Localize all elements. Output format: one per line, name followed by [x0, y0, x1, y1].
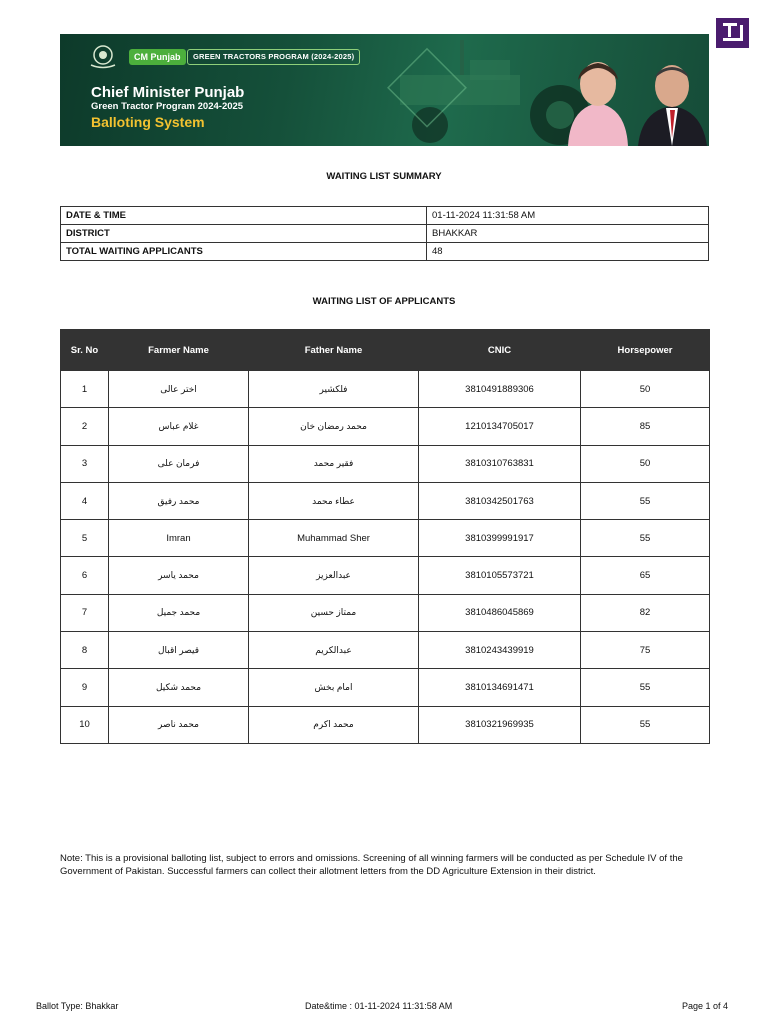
program-badge: GREEN TRACTORS PROGRAM (2024-2025)	[187, 49, 360, 65]
summary-key: TOTAL WAITING APPLICANTS	[61, 243, 427, 261]
table-row	[61, 445, 710, 482]
column-header-sr-no: Sr. No	[61, 330, 109, 371]
summary-row	[61, 243, 709, 261]
table-row	[61, 706, 710, 743]
father-name-cell: عبدالکریم	[249, 632, 419, 669]
column-header-father-name: Father Name	[249, 330, 419, 371]
horsepower-cell: 65	[581, 557, 710, 594]
footer-ballot-type: Ballot Type: Bhakkar	[36, 1001, 119, 1011]
table-row	[61, 557, 710, 594]
father-name-cell: محمد اکرم	[249, 706, 419, 743]
table-row	[61, 594, 710, 631]
portrait-man	[636, 58, 709, 146]
sr-no-cell: 8	[61, 632, 109, 669]
cnic-cell: 3810105573721	[419, 557, 581, 594]
farmer-name-cell: محمد یاسر	[109, 557, 249, 594]
father-name-cell: عطاء محمد	[249, 482, 419, 519]
father-name-cell: امام بخش	[249, 669, 419, 706]
footer-datetime: Date&time : 01-11-2024 11:31:58 AM	[305, 1001, 453, 1011]
cnic-cell: 3810491889306	[419, 371, 581, 408]
cnic-cell: 3810399991917	[419, 520, 581, 557]
banner-subtitle: Green Tractor Program 2024-2025	[91, 101, 244, 112]
cnic-cell: 3810134691471	[419, 669, 581, 706]
summary-value: 48	[427, 243, 709, 261]
table-row	[61, 632, 710, 669]
father-name-cell: فقیر محمد	[249, 445, 419, 482]
sr-no-cell: 1	[61, 371, 109, 408]
header-banner	[60, 34, 709, 146]
banner-title: Chief Minister Punjab	[91, 84, 245, 101]
sr-no-cell: 6	[61, 557, 109, 594]
column-header-cnic: CNIC	[419, 330, 581, 371]
cnic-cell: 3810243439919	[419, 632, 581, 669]
summary-row	[61, 207, 709, 225]
horsepower-cell: 55	[581, 669, 710, 706]
footer-page-number: Page 1 of 4	[682, 1001, 729, 1011]
corner-logo	[716, 18, 749, 48]
farmer-name-cell: غلام عباس	[109, 408, 249, 445]
farmer-name-cell: Imran	[109, 520, 249, 557]
father-name-cell: فلکشیر	[249, 371, 419, 408]
cnic-cell: 3810486045869	[419, 594, 581, 631]
sr-no-cell: 10	[61, 706, 109, 743]
applicants-table	[60, 329, 710, 744]
disclaimer-note: Note: This is a provisional balloting list, subject to errors and omissions. Screening of all winning farmers will be conducted as per Schedule IV of the Government of Pakistan. Successful farmers can collect their allotment letters from the DD Agriculture Extension in their district.	[60, 853, 683, 877]
punjab-emblem-icon	[88, 43, 118, 69]
column-header-horsepower: Horsepower	[581, 330, 710, 371]
horsepower-cell: 50	[581, 445, 710, 482]
portrait-woman	[558, 58, 638, 146]
table-row	[61, 371, 710, 408]
horsepower-cell: 55	[581, 520, 710, 557]
summary-key: DATE & TIME	[61, 207, 427, 225]
sr-no-cell: 5	[61, 520, 109, 557]
table-row	[61, 482, 710, 519]
cnic-cell: 3810321969935	[419, 706, 581, 743]
farmer-name-cell: محمد جمیل	[109, 594, 249, 631]
summary-heading: WAITING LIST SUMMARY	[326, 171, 442, 182]
column-header-farmer-name: Farmer Name	[109, 330, 249, 371]
horsepower-cell: 82	[581, 594, 710, 631]
father-name-cell: ممتاز حسین	[249, 594, 419, 631]
applicants-heading: WAITING LIST OF APPLICANTS	[312, 296, 456, 307]
father-name-cell: عبدالعزیز	[249, 557, 419, 594]
table-row	[61, 408, 710, 445]
horsepower-cell: 55	[581, 482, 710, 519]
sr-no-cell: 7	[61, 594, 109, 631]
farmer-name-cell: محمد ناصر	[109, 706, 249, 743]
farmer-name-cell: قیصر اقبال	[109, 632, 249, 669]
summary-value: 01-11-2024 11:31:58 AM	[427, 207, 709, 225]
father-name-cell: محمد رمضان خان	[249, 408, 419, 445]
cnic-cell: 3810310763831	[419, 445, 581, 482]
summary-key: DISTRICT	[61, 225, 427, 243]
table-row	[61, 669, 710, 706]
farmer-name-cell: اختر عالی	[109, 371, 249, 408]
sr-no-cell: 9	[61, 669, 109, 706]
sr-no-cell: 4	[61, 482, 109, 519]
cnic-cell: 3810342501763	[419, 482, 581, 519]
table-row	[61, 520, 710, 557]
horsepower-cell: 55	[581, 706, 710, 743]
sr-no-cell: 3	[61, 445, 109, 482]
sr-no-cell: 2	[61, 408, 109, 445]
farmer-name-cell: محمد رفیق	[109, 482, 249, 519]
farmer-name-cell: فرمان علی	[109, 445, 249, 482]
cm-punjab-badge: CM Punjab	[129, 49, 186, 65]
table-header-row	[61, 330, 710, 371]
summary-table	[60, 206, 709, 261]
summary-value: BHAKKAR	[427, 225, 709, 243]
horsepower-cell: 85	[581, 408, 710, 445]
cnic-cell: 1210134705017	[419, 408, 581, 445]
farmer-name-cell: محمد شکیل	[109, 669, 249, 706]
horsepower-cell: 50	[581, 371, 710, 408]
horsepower-cell: 75	[581, 632, 710, 669]
banner-system-label: Balloting System	[91, 114, 205, 130]
father-name-cell: Muhammad Sher	[249, 520, 419, 557]
summary-row	[61, 225, 709, 243]
